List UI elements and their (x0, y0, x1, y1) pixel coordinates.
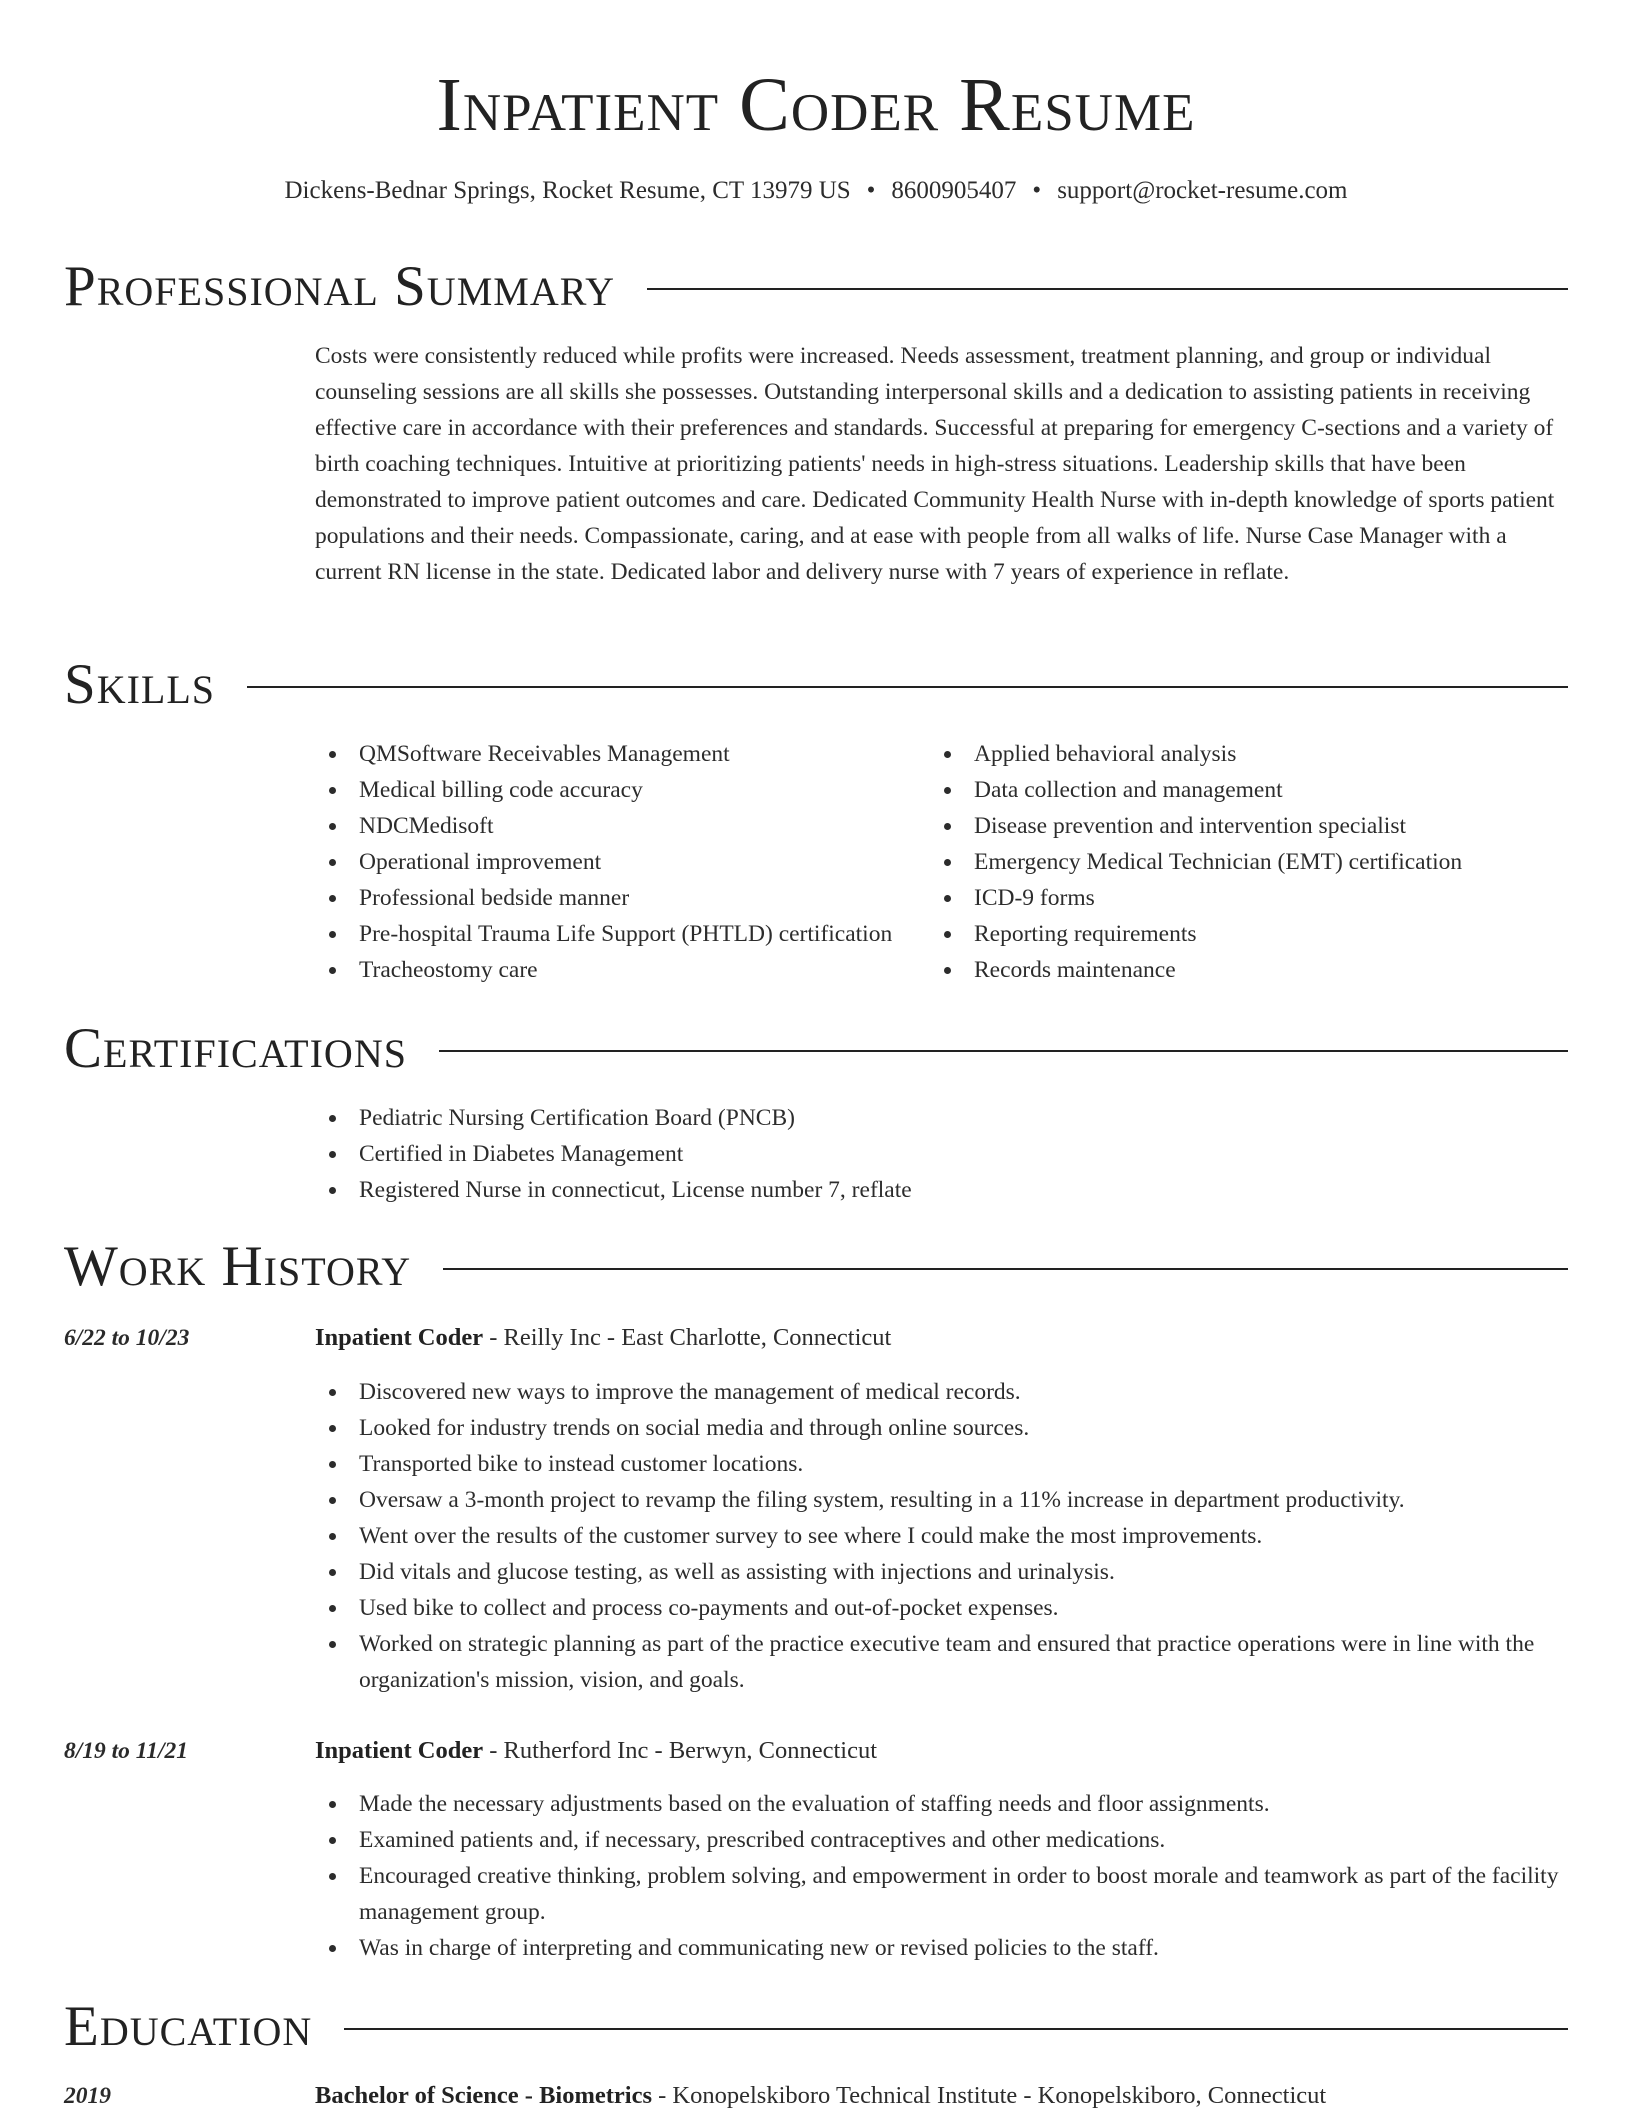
list-item: Used bike to collect and process co-payments and out-of-pocket expenses. (315, 1590, 1570, 1626)
section-header-education (64, 1992, 1568, 2062)
education-year: 2019 (64, 2083, 111, 2109)
job-heading (315, 1733, 1570, 1769)
education-entry (315, 2078, 1570, 2114)
section-title-education: Education (64, 1995, 313, 2058)
list-item: Examined patients and, if necessary, prescribed contraceptives and other medications. (315, 1822, 1570, 1858)
resume-title: Inpatient Coder Resume (436, 63, 1196, 147)
section-divider (344, 2028, 1568, 2030)
list-item: Did vitals and glucose testing, as well as assisting with injections and urinalysis. (315, 1554, 1570, 1590)
address: Dickens-Bednar Springs, Rocket Resume, CT 13979 US (284, 177, 851, 204)
section-header-skills (64, 650, 1568, 720)
email: support@rocket-resume.com (1057, 177, 1348, 204)
section-divider (439, 1050, 1568, 1052)
section-title-skills: Skills (64, 653, 216, 716)
list-item: Went over the results of the customer survey to see where I could make the most improvements. (315, 1518, 1570, 1554)
list-item: Reporting requirements (930, 916, 1570, 952)
list-item: Medical billing code accuracy (315, 772, 930, 808)
summary-text: Costs were consistently reduced while profits were increased. Needs assessment, treatment planning, and group or individual counseling sessions are all skills she possesses. Outstanding interpersonal skills and a dedication to assisting patients in receiving effective care in accordance with their preferences and standards. Successful at preparing for emergency C-sections and a variety of birth coaching techniques. Intuitive at prioritizing patients' needs in high-stress situations. Leadership skills that have been demonstrated to improve patient outcomes and care. Dedicated Community Health Nurse with in-depth knowledge of sports patient populations and their needs. Compassionate, caring, and at ease with people from all walks of life. Nurse Case Manager with a current RN license in the state. Dedicated labor and delivery nurse with 7 years of experience in reflate. (315, 343, 1555, 585)
list-item: Tracheostomy care (315, 952, 930, 988)
section-header-summary (64, 252, 1568, 322)
separator-dot: • (1032, 177, 1042, 204)
list-item: Certified in Diabetes Management (315, 1136, 1570, 1172)
section-title-summary: Professional Summary (64, 255, 616, 318)
list-item: Emergency Medical Technician (EMT) certification (930, 844, 1570, 880)
job-bullets (315, 1786, 1570, 1966)
list-item: Transported bike to instead customer locations. (315, 1446, 1570, 1482)
contact-line (0, 175, 1632, 207)
institution: - Konopelskiboro Technical Institute - Konopelskiboro, Connecticut (652, 2082, 1327, 2109)
job-title: Inpatient Coder (315, 1737, 484, 1764)
list-item: Records maintenance (930, 952, 1570, 988)
section-title-certifications: Certifications (64, 1017, 407, 1080)
job-dates: 6/22 to 10/23 (64, 1325, 190, 1351)
list-item: Was in charge of interpreting and communicating new or revised policies to the staff. (315, 1930, 1570, 1966)
job-bullets (315, 1374, 1570, 1698)
list-item: Worked on strategic planning as part of the practice executive team and ensured that practice operations were in line with the organization's mission, vision, and goals. (315, 1626, 1570, 1698)
list-item: Registered Nurse in connecticut, License number 7, reflate (315, 1172, 1570, 1208)
phone: 8600905407 (891, 177, 1017, 204)
list-item: Disease prevention and intervention specialist (930, 808, 1570, 844)
list-item: Encouraged creative thinking, problem solving, and empowerment in order to boost morale and teamwork as part of the facility management group. (315, 1858, 1570, 1930)
list-item: Pediatric Nursing Certification Board (PNCB) (315, 1100, 1570, 1136)
list-item: Looked for industry trends on social media and through online sources. (315, 1410, 1570, 1446)
list-item: Discovered new ways to improve the management of medical records. (315, 1374, 1570, 1410)
list-item: NDCMedisoft (315, 808, 930, 844)
job-heading (315, 1320, 1570, 1356)
list-item: ICD-9 forms (930, 880, 1570, 916)
certifications-list (315, 1100, 1570, 1208)
skills-list-left (315, 736, 930, 988)
list-item: Data collection and management (930, 772, 1570, 808)
list-item: Pre-hospital Trauma Life Support (PHTLD) certification (315, 916, 930, 952)
job-dates: 8/19 to 11/21 (64, 1738, 189, 1764)
list-item: Oversaw a 3-month project to revamp the filing system, resulting in a 11% increase in department productivity. (315, 1482, 1570, 1518)
skills-list-right (930, 736, 1570, 988)
list-item: Applied behavioral analysis (930, 736, 1570, 772)
list-item: QMSoftware Receivables Management (315, 736, 930, 772)
section-divider (647, 288, 1568, 290)
section-divider (247, 686, 1568, 688)
list-item: Operational improvement (315, 844, 930, 880)
section-header-certifications (64, 1014, 1568, 1084)
list-item: Professional bedside manner (315, 880, 930, 916)
section-title-work-history: Work History (64, 1235, 412, 1298)
section-divider (443, 1268, 1568, 1270)
separator-dot: • (866, 177, 876, 204)
degree: Bachelor of Science - Biometrics (315, 2082, 653, 2109)
job-title: Inpatient Coder (315, 1324, 484, 1351)
section-header-work-history (64, 1232, 1568, 1302)
job-employer: - Rutherford Inc - Berwyn, Connecticut (483, 1737, 878, 1764)
job-employer: - Reilly Inc - East Charlotte, Connecticut (483, 1324, 892, 1351)
list-item: Made the necessary adjustments based on the evaluation of staffing needs and floor assignments. (315, 1786, 1570, 1822)
